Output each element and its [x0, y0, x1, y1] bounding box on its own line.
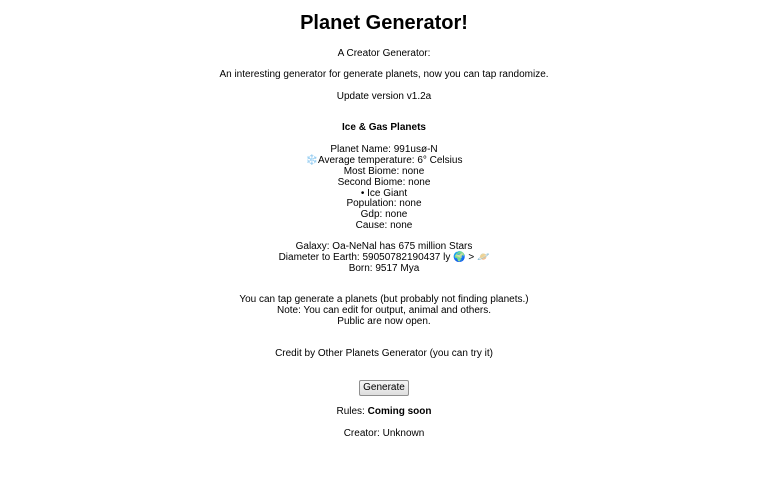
- population: Population: none: [346, 198, 422, 209]
- planet-name: Planet Name: 991usø-N: [330, 144, 438, 155]
- born-date: Born: 9517 Mya: [348, 263, 420, 274]
- tap-info: You can tap generate a planets (but probably not finding planets.): [239, 294, 529, 305]
- section-title: Ice & Gas Planets: [342, 122, 426, 133]
- rules-line: [0, 406, 768, 417]
- gdp: Gdp: none: [360, 209, 408, 220]
- second-biome: Second Biome: none: [337, 177, 431, 188]
- cause: Cause: none: [355, 220, 413, 231]
- page-title: Planet Generator!: [300, 12, 468, 34]
- planet-type: • Ice Giant: [360, 188, 408, 199]
- most-biome: Most Biome: none: [343, 166, 425, 177]
- creator-text: Creator: Unknown: [343, 428, 425, 439]
- credit-text: Credit by Other Planets Generator (you can try it): [275, 348, 493, 359]
- diameter-to-earth: Diameter to Earth: 59050782190437 ly 🌍 > 🪐: [278, 252, 490, 263]
- subtitle: A Creator Generator:: [337, 48, 431, 59]
- rules-label: Rules:: [336, 406, 368, 417]
- generate-button[interactable]: Generate: [359, 380, 409, 396]
- version-text: Update version v1.2a: [336, 91, 432, 102]
- average-temperature: ❄️Average temperature: 6° Celsius: [305, 155, 463, 166]
- public-note: Public are now open.: [337, 316, 431, 327]
- edit-note: Note: You can edit for output, animal and others.: [276, 305, 492, 316]
- rules-value: Coming soon: [367, 406, 432, 417]
- galaxy-info: Galaxy: Oa-NeNal has 675 million Stars: [295, 241, 473, 252]
- description: An interesting generator for generate planets, now you can tap randomize.: [219, 69, 549, 80]
